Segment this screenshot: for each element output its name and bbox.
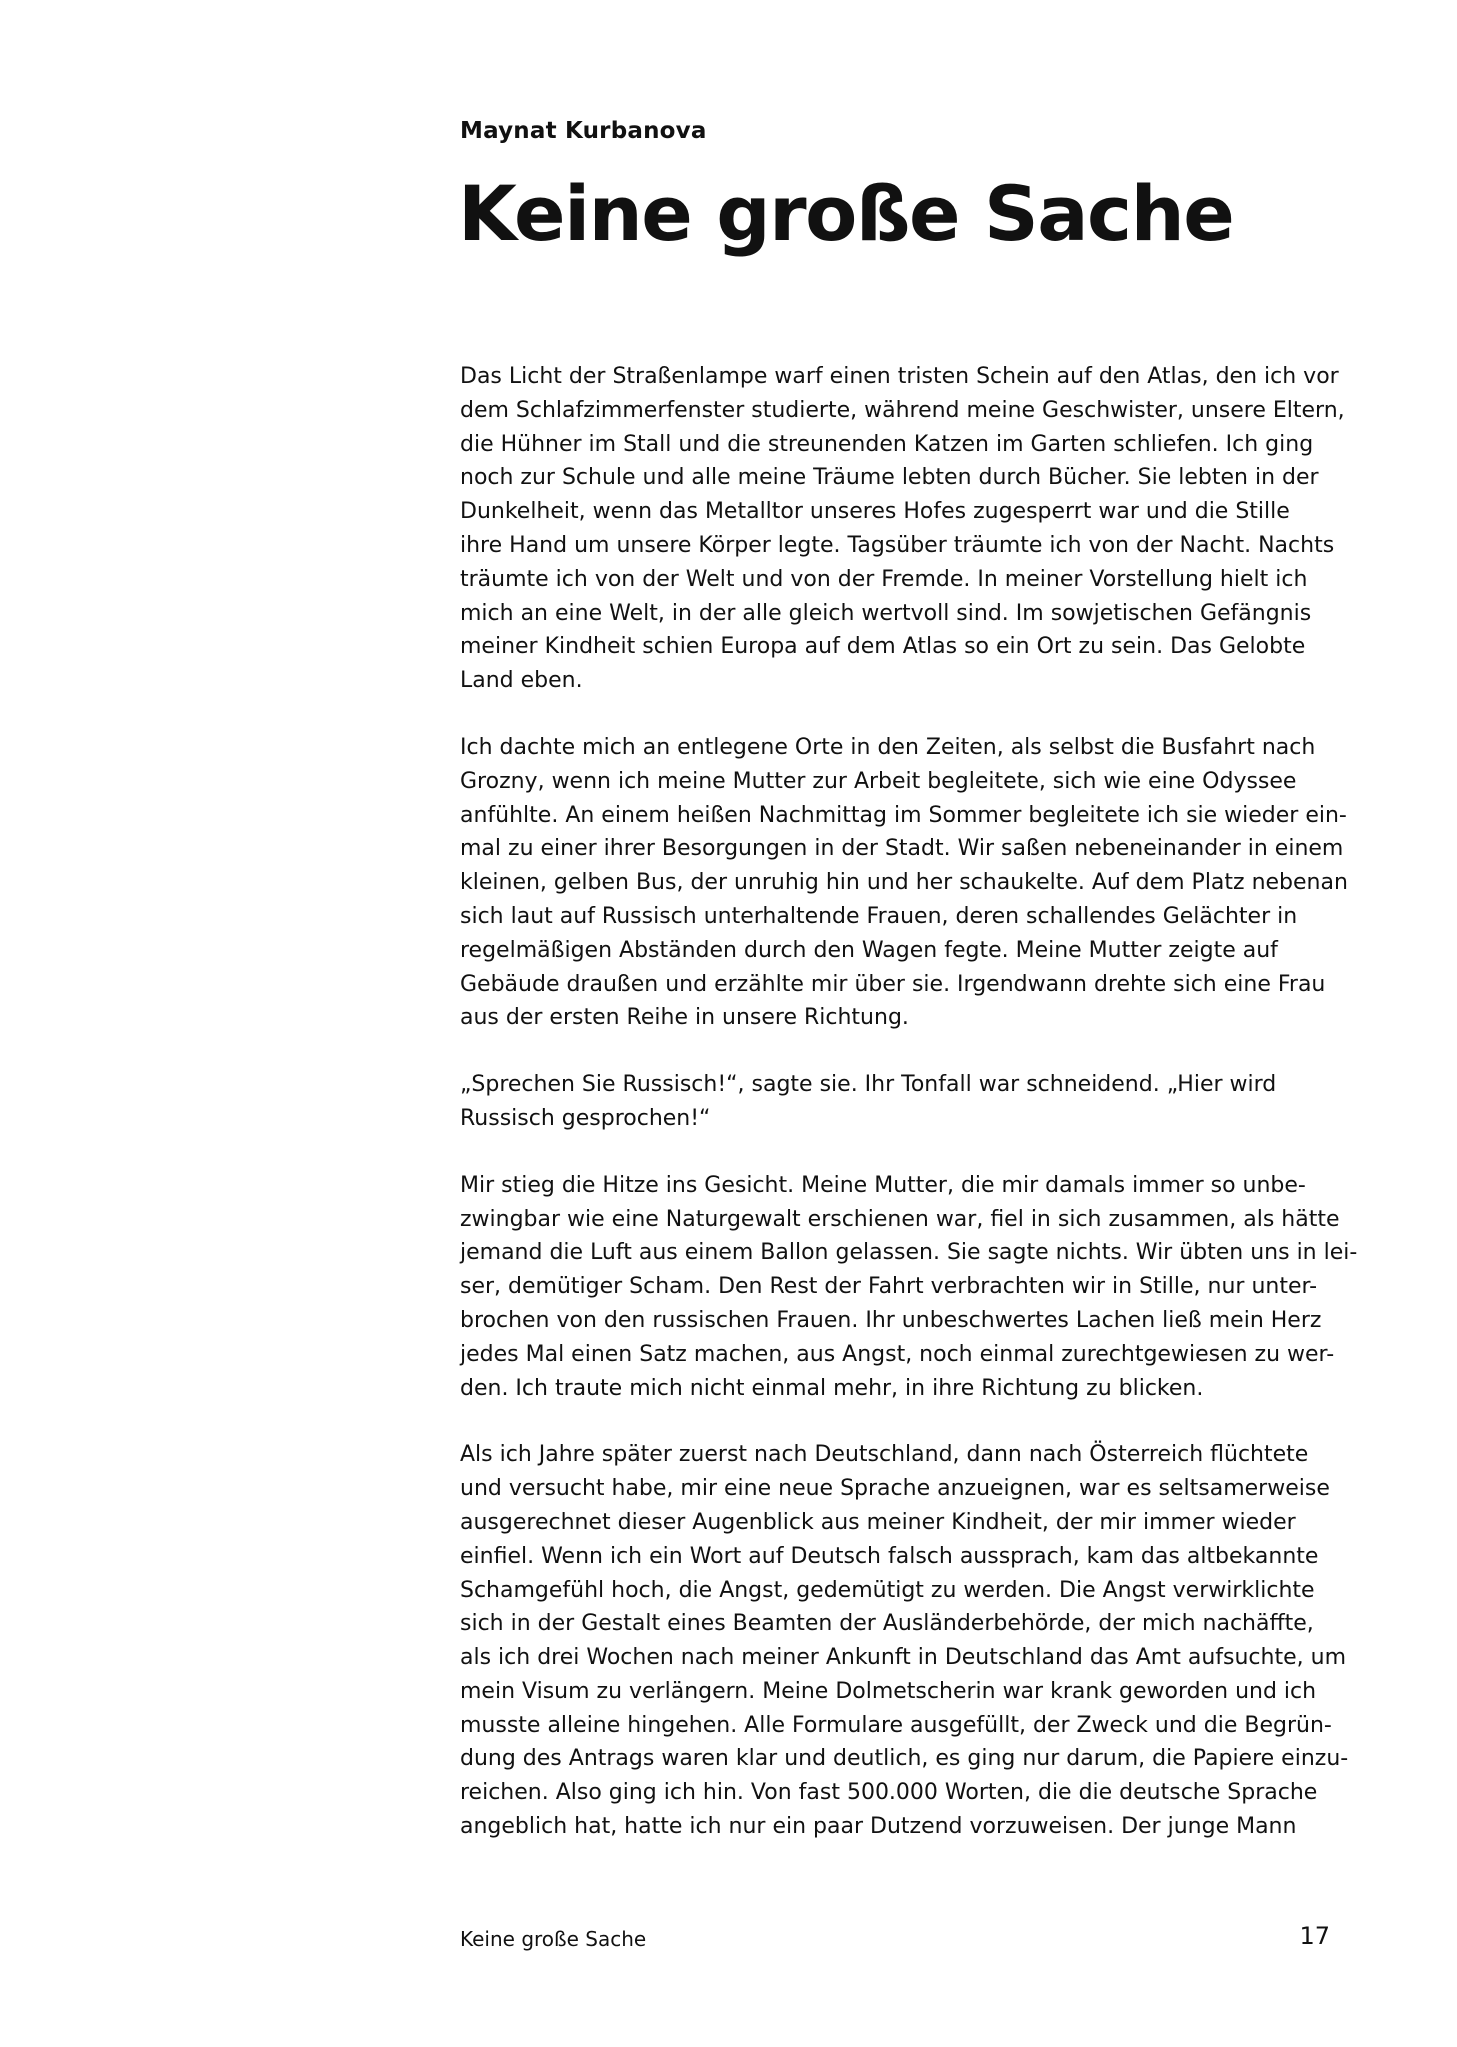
text-line: „Sprechen Sie Russisch!“, sagte sie. Ihr Tonfall war schneidend. „Hier wird <box>460 1072 1277 1098</box>
text-line: ausgerechnet dieser Augenblick aus meiner Kindheit, der mir immer wieder <box>460 1509 1296 1535</box>
text-line: regelmäßigen Abständen durch den Wagen fegte. Meine Mutter zeigte auf <box>460 937 1278 963</box>
text-line: noch zur Schule und alle meine Träume lebten durch Bücher. Sie lebten in der <box>460 465 1319 491</box>
article-body <box>460 360 1358 1877</box>
page-title: Keine große Sache <box>458 169 1234 258</box>
footer-running-title: Keine große Sache <box>460 1927 647 1951</box>
text-line: mein Visum zu verlängern. Meine Dolmetscherin war krank geworden und ich <box>460 1678 1317 1704</box>
text-line: Das Licht der Straßenlampe warf einen tristen Schein auf den Atlas, den ich vor <box>460 364 1339 389</box>
text-line: als ich drei Wochen nach meiner Ankunft in Deutschland das Amt aufsuchte, um <box>460 1645 1346 1671</box>
paragraph <box>460 1068 1330 1136</box>
text-line: dung des Antrags waren klar und deutlich, es ging nur darum, die Papiere einzu- <box>460 1746 1349 1772</box>
text-line: jemand die Luft aus einem Ballon gelassen. Sie sagte nichts. Wir übten uns in lei- <box>460 1240 1358 1266</box>
text-line: reichen. Also ging ich hin. Von fast 500.000 Worten, die die deutsche Sprache <box>460 1780 1318 1806</box>
text-line: ser, demütiger Scham. Den Rest der Fahrt verbrachten wir in Stille, nur unter- <box>460 1274 1318 1300</box>
paragraph <box>460 1438 1349 1844</box>
text-line: kleinen, gelben Bus, der unruhig hin und her schaukelte. Auf dem Platz nebenan <box>460 870 1348 896</box>
text-line: einfiel. Wenn ich ein Wort auf Deutsch falsch aussprach, kam das altbekannte <box>460 1543 1319 1569</box>
text-line: und versucht habe, mir eine neue Sprache anzueignen, war es seltsamerweise <box>460 1476 1330 1502</box>
text-line: Grozny, wenn ich meine Mutter zur Arbeit begleitete, sich wie eine Odyssee <box>460 768 1297 794</box>
text-line: jedes Mal einen Satz machen, aus Angst, noch einmal zurechtgewiesen zu wer- <box>460 1341 1335 1367</box>
paragraph <box>460 731 1348 1035</box>
text-line: Russisch gesprochen!“ <box>460 1105 711 1131</box>
text-line: Mir stieg die Hitze ins Gesicht. Meine Mutter, die mir damals immer so unbe- <box>460 1172 1306 1198</box>
text-line: die Hühner im Stall und die streunenden Katzen im Garten schliefen. Ich ging <box>460 431 1314 457</box>
text-line: aus der ersten Reihe in unsere Richtung. <box>460 1005 909 1031</box>
text-line: den. Ich traute mich nicht einmal mehr, in ihre Richtung zu blicken. <box>460 1375 1204 1401</box>
text-line: sich laut auf Russisch unterhaltende Frauen, deren schallendes Gelächter in <box>460 903 1298 929</box>
text-line: brochen von den russischen Frauen. Ihr unbeschwertes Lachen ließ mein Herz <box>460 1307 1322 1333</box>
text-line: anfühlte. An einem heißen Nachmittag im Sommer begleitete ich sie wieder ein- <box>460 802 1347 828</box>
text-line: sich in der Gestalt eines Beamten der Ausländerbehörde, der mich nachäffte, <box>460 1611 1314 1637</box>
text-line: ihre Hand um unsere Körper legte. Tagsüber träumte ich von der Nacht. Nachts <box>460 532 1335 558</box>
text-line: Ich dachte mich an entlegene Orte in den Zeiten, als selbst die Busfahrt nach <box>460 734 1316 760</box>
text-line: träumte ich von der Welt und von der Fremde. In meiner Vorstellung hielt ich <box>460 566 1308 592</box>
text-line: Als ich Jahre später zuerst nach Deutschland, dann nach Österreich flüchtete <box>460 1442 1309 1468</box>
text-line: Schamgefühl hoch, die Angst, gedemütigt zu werden. Die Angst verwirklichte <box>460 1577 1315 1603</box>
text-line: musste alleine hingehen. Alle Formulare ausgefüllt, der Zweck und die Begrün- <box>460 1712 1332 1738</box>
text-line: angeblich hat, hatte ich nur ein paar Dutzend vorzuweisen. Der junge Mann <box>460 1814 1297 1840</box>
text-line: zwingbar wie eine Naturgewalt erschienen war, fiel in sich zusammen, als hätte <box>460 1206 1340 1232</box>
text-line: mal zu einer ihrer Besorgungen in der Stadt. Wir saßen nebeneinander in einem <box>460 836 1344 862</box>
page-number: 17 <box>1299 1922 1330 1950</box>
text-line: dem Schlafzimmerfenster studierte, während meine Geschwister, unsere Eltern, <box>460 397 1345 423</box>
paragraph <box>460 360 1345 698</box>
text-line: Gebäude draußen und erzählte mir über sie. Irgendwann drehte sich eine Frau <box>460 971 1326 997</box>
paragraph <box>460 1169 1358 1406</box>
text-line: meiner Kindheit schien Europa auf dem Atlas so ein Ort zu sein. Das Gelobte <box>460 634 1306 660</box>
text-line: Land eben. <box>460 668 583 694</box>
text-line: Dunkelheit, wenn das Metalltor unseres Hofes zugesperrt war und die Stille <box>460 499 1290 525</box>
author-name: Maynat Kurbanova <box>460 118 707 144</box>
text-line: mich an eine Welt, in der alle gleich wertvoll sind. Im sowjetischen Gefängnis <box>460 600 1312 626</box>
